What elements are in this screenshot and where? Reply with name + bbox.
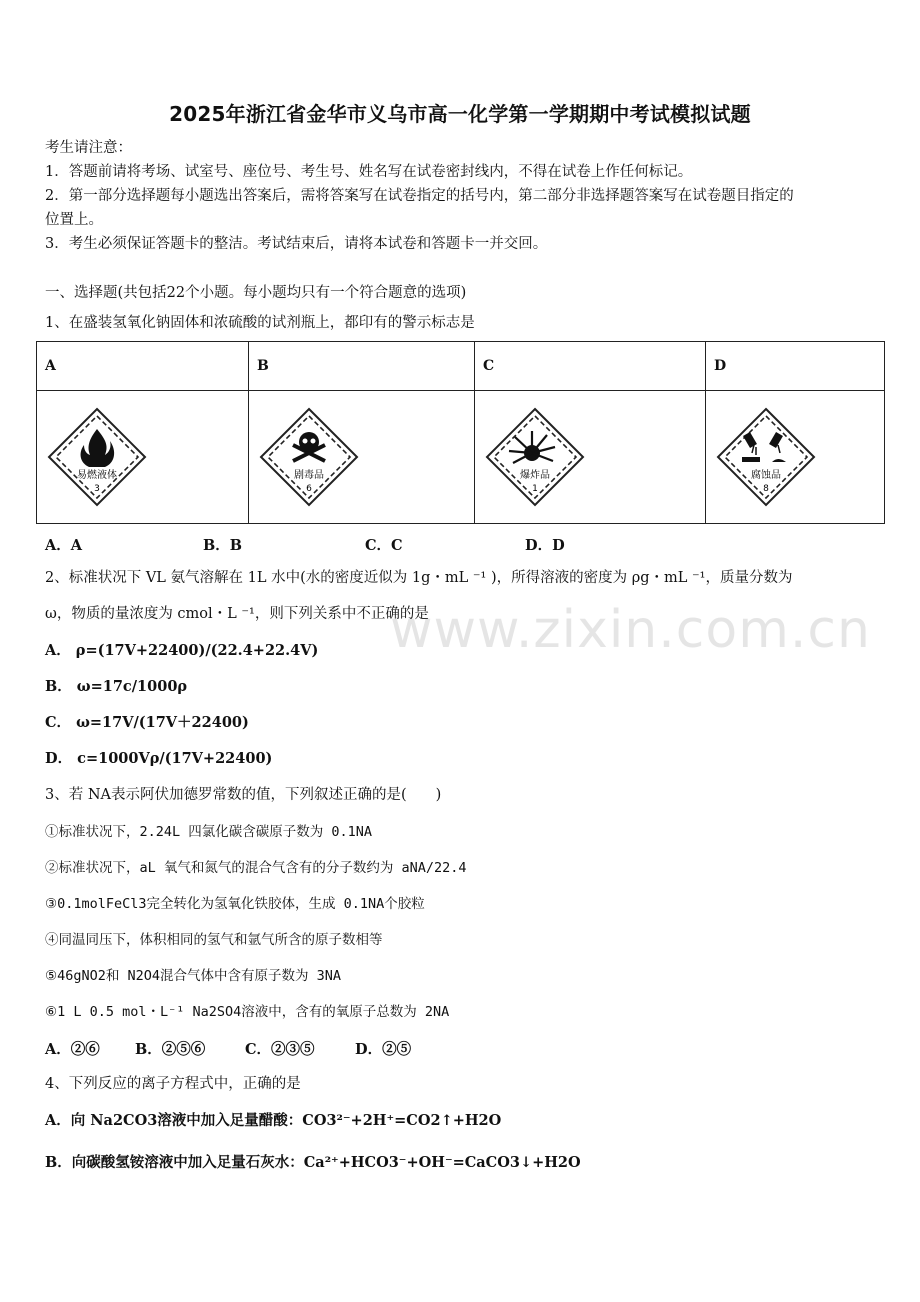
q2-option-d[interactable]: D． c=1000Vρ/(17V+22400) <box>45 750 273 767</box>
q3-item-1: ①标准状况下，2.24L 四氯化碳含碳原子数为 0.1NA <box>45 824 373 840</box>
watermark: www.zixin.com.cn <box>390 600 871 660</box>
col-header-b: B <box>249 342 475 391</box>
sign-number: 1 <box>532 484 538 494</box>
q1-option-b[interactable]: B．B <box>203 537 243 554</box>
q1-sign-table <box>36 341 885 524</box>
sign-label: 剧毒品 <box>294 470 324 481</box>
skull-icon <box>259 407 359 507</box>
notice-item-3: 3．考生必须保证答题卡的整洁。考试结束后，请将本试卷和答题卡一并交回。 <box>45 236 548 252</box>
col-header-a: A <box>37 342 249 391</box>
q3-option-d[interactable]: D．②⑤ <box>355 1041 412 1058</box>
q3-item-4: ④同温同压下，体积相同的氢气和氩气所含的原子数相等 <box>45 932 383 948</box>
q4-stem: 4、下列反应的离子方程式中，正确的是 <box>45 1076 301 1092</box>
q3-item-5: ⑤46gNO2和 N2O4混合气体中含有原子数为 3NA <box>45 968 342 984</box>
sign-number: 6 <box>306 484 312 494</box>
sign-number: 3 <box>94 484 100 494</box>
q2-stem-line1: 2、标准状况下 VL 氨气溶解在 1L 水中(水的密度近似为 1g・mL ⁻¹ )，所得溶液的密度为 ρg・mL ⁻¹，质量分数为 <box>45 570 793 586</box>
q2-option-a[interactable]: A． ρ=(17V+22400)/(22.4+22.4V) <box>45 642 319 659</box>
q3-option-b[interactable]: B．②⑤⑥ <box>135 1041 206 1058</box>
q4-option-a[interactable]: A．向 Na2CO3溶液中加入足量醋酸：CO3²⁻+2H⁺=CO2↑+H2O <box>45 1112 502 1129</box>
q3-item-2: ②标准状况下，aL 氧气和氮气的混合气含有的分子数约为 aNA/22.4 <box>45 860 467 876</box>
sign-cell-a <box>37 391 249 524</box>
sign-cell-c <box>475 391 706 524</box>
q2-option-c[interactable]: C． ω=17V/(17V＋22400) <box>45 714 249 731</box>
page-title: 2025年浙江省金华市义乌市高一化学第一学期期中考试模拟试题 <box>169 102 751 126</box>
q3-item-3: ③0.1molFeCl3完全转化为氢氧化铁胶体，生成 0.1NA个胶粒 <box>45 896 425 912</box>
sign-number: 8 <box>763 484 769 494</box>
q2-option-b[interactable]: B． ω=17c/1000ρ <box>45 678 188 695</box>
col-header-c: C <box>475 342 706 391</box>
q2-stem-line2: ω，物质的量浓度为 cmol・L ⁻¹，则下列关系中不正确的是 <box>45 606 429 622</box>
sign-label: 易燃液体 <box>77 470 117 481</box>
notice-heading: 考生请注意： <box>45 140 132 156</box>
q3-stem: 3、若 NA表示阿伏加德罗常数的值，下列叙述正确的是( ) <box>45 787 442 803</box>
flame-icon <box>47 407 147 507</box>
notice-item-1: 1．答题前请将考场、试室号、座位号、考生号、姓名写在试卷密封线内，不得在试卷上作任何标记。 <box>45 164 693 180</box>
q3-item-6: ⑥1 L 0.5 mol・L⁻¹ Na2SO4溶液中，含有的氧原子总数为 2NA <box>45 1004 450 1020</box>
q1-option-a[interactable]: A．A <box>45 537 83 554</box>
q3-option-a[interactable]: A．②⑥ <box>45 1041 100 1058</box>
sign-cell-b <box>249 391 475 524</box>
explosion-icon <box>485 407 585 507</box>
notice-item-2-cont: 位置上。 <box>45 212 103 228</box>
col-header-d: D <box>706 342 885 391</box>
q1-option-d[interactable]: D．D <box>525 537 565 554</box>
notice-item-2: 2．第一部分选择题每小题选出答案后，需将答案写在试卷指定的括号内，第二部分非选择题答案写在试卷题目指定的 <box>45 188 794 204</box>
q1-stem: 1、在盛装氢氧化钠固体和浓硫酸的试剂瓶上，都印有的警示标志是 <box>45 315 475 331</box>
sign-cell-d <box>706 391 885 524</box>
corrosion-icon <box>716 407 816 507</box>
q4-option-b[interactable]: B．向碳酸氢铵溶液中加入足量石灰水：Ca²⁺+HCO3⁻+OH⁻=CaCO3↓+H2O <box>45 1154 581 1171</box>
q3-option-c[interactable]: C．②③⑤ <box>245 1041 315 1058</box>
sign-label: 爆炸品 <box>520 470 550 481</box>
q1-option-c[interactable]: C．C <box>365 537 403 554</box>
sign-label: 腐蚀品 <box>751 470 781 481</box>
section-heading: 一、选择题(共包括22个小题。每小题均只有一个符合题意的选项) <box>45 285 467 301</box>
